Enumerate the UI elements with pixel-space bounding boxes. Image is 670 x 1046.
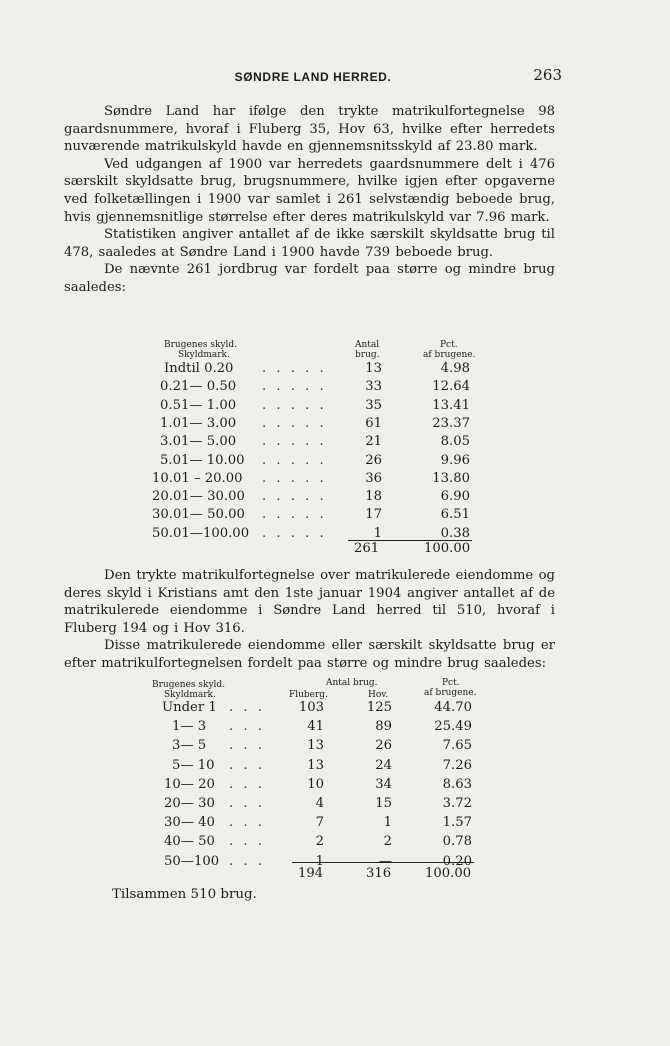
page-number: 263	[533, 66, 562, 84]
table-1-header-skyldmark: Skyldmark.	[178, 350, 230, 360]
table-2-header-fluberg: Fluberg.	[289, 690, 328, 700]
table-1-header-af-brugene: af brugene.	[423, 350, 476, 360]
table-2-header-antal-brug: Antal brug.	[326, 678, 378, 688]
paragraph: Ved udgangen af 1900 var herredets gaardsnummere delt i 476 særskilt skyldsatte brug, brugsnummere, hvilke igjen efter opgaverne ved folketællingen i 1900 var samlet i 261 selvstændig beboede brug, hvis gjennemsnitlige størrelse efter deres matrikulskyld var 7.96 mark.	[64, 156, 555, 225]
table-2-header-pct: Pct.	[442, 678, 460, 688]
table-1-header-skyld: Brugenes skyld.	[164, 340, 238, 350]
closing-line: Tilsammen 510 brug.	[112, 887, 257, 902]
paragraph: Søndre Land har ifølge den trykte matrikulfortegnelse 98 gaardsnummere, hvoraf i Fluberg 35, Hov 63, hvilke efter herredets nuværende matrikulskyld havde en gjennemsnitsskyld af 23.80 mark.	[64, 104, 555, 155]
running-header	[64, 66, 562, 86]
table-2-header-skyldmark: Skyldmark.	[164, 690, 216, 700]
table-1-header-antal: Antal	[355, 340, 380, 350]
paragraph: De nævnte 261 jordbrug var fordelt paa større og mindre brug saaledes:	[64, 262, 555, 295]
table-1-total-pct: 100.00	[424, 541, 471, 556]
table-2-header-hov: Hov.	[368, 690, 389, 700]
table-2-total-hov: 316	[366, 866, 392, 881]
table-2-header-af-brugene: af brugene.	[424, 688, 477, 698]
table-1-header-pct: Pct.	[440, 340, 458, 350]
intro-text	[64, 103, 555, 297]
table-1-header-brug: brug.	[355, 350, 380, 360]
total-rule	[292, 862, 474, 863]
page-title: SØNDRE LAND HERRED.	[234, 70, 392, 84]
table-1-total-count: 261	[354, 541, 380, 556]
paragraph: Statistiken angiver antallet af de ikke særskilt skyldsatte brug til 478, saaledes at Søndre Land i 1900 havde 739 beboede brug.	[64, 227, 555, 260]
table-2-header-skyld: Brugenes skyld.	[152, 680, 226, 690]
paragraph: Disse matrikulerede eiendomme eller særskilt skyldsatte brug er efter matrikulfortegnelsen fordelt paa større og mindre brug saaledes:	[64, 638, 555, 671]
middle-text	[64, 567, 555, 673]
document-page: SØNDRE LAND HERRED. 263 Søndre Land har ifølge den trykte matrikulfortegnelse 98 gaardsnummere, hvoraf i Fluberg 35, Hov 63, hvilke efter herredets nuværende matrikulskyld havde en gjennemsnitsskyld af 23.80 mark. Ved udgangen af 1900 var herredets gaardsnummere delt i 476 særskilt skyldsatte brug, brugsnummere, hvilke igjen efter opgaverne ved folketællingen i 1900 var samlet i 261 selvstændig beboede brug, hvis gjennemsnitlige størrelse efter deres matrikulskyld var 7.96 mark. Statistiken angiver antallet af de ikke særskilt skyldsatte brug til 478, saaledes at Søndre Land i 1900 havde 739 beboede brug. De nævnte 261 jordbrug var fordelt paa større og mindre brug saaledes: Brugenes skyld. Skyldmark. Antal brug. Pct. af brugene. Indtil 0.20 . . . . . 13 4.98 0.21— 0.50 . . . . . 33 12.64 0.51— 1.00 . . . . . 35 13.41 1.01— 3.00 . . . . . 61 23.37 3.01— 5.00 . . . . . 21 8.05 5.01— 10.00 . . . . . 26 9.96 10.01 – 20.00 . . . . . 36 13.80 20.01— 30.00 . . . . . 18 6.90 30.01— 50.00 . . . . . 17 6.51 50.01—100.00 . . . . . 1 0.38 261 100.00 Den trykte matrikulfortegnelse over matrikulerede eiendomme og deres skyld i Kristians amt den 1ste januar 1904 angiver antallet af de matrikulerede eiendomme i Søndre Land herred til 510, hvoraf i Fluberg 194 og i Hov 316. Disse matrikulerede eiendomme eller særskilt skyldsatte brug er efter matrikulfortegnelsen fordelt paa større og mindre brug saaledes: Brugenes skyld. Skyldmark. Antal brug. Fluberg. Hov. Pct. af brugene. Under 1 . . . 103 125 44.70 1— 3 . . . 41 89 25.49 3— 5 . . . 13 26 7.65 5— 10 . . . 13 24 7.26 10— 20 . . . 10 34 8.63 20— 30 . . . 4 15 3.72 30— 40 . . . 7 1 1.57 40— 50 . . . 2 2 0.78 50—100 . . . 1 — 0.20 194 316 100.00 Tilsammen 510 brug.	[64, 66, 562, 902]
table-2-total-pct: 100.00	[425, 866, 472, 881]
table-2-total-fluberg: 194	[298, 866, 324, 881]
paragraph: Den trykte matrikulfortegnelse over matrikulerede eiendomme og deres skyld i Kristians amt den 1ste januar 1904 angiver antallet af de matrikulerede eiendomme i Søndre Land herred til 510, hvoraf i Fluberg 194 og i Hov 316.	[64, 568, 555, 636]
